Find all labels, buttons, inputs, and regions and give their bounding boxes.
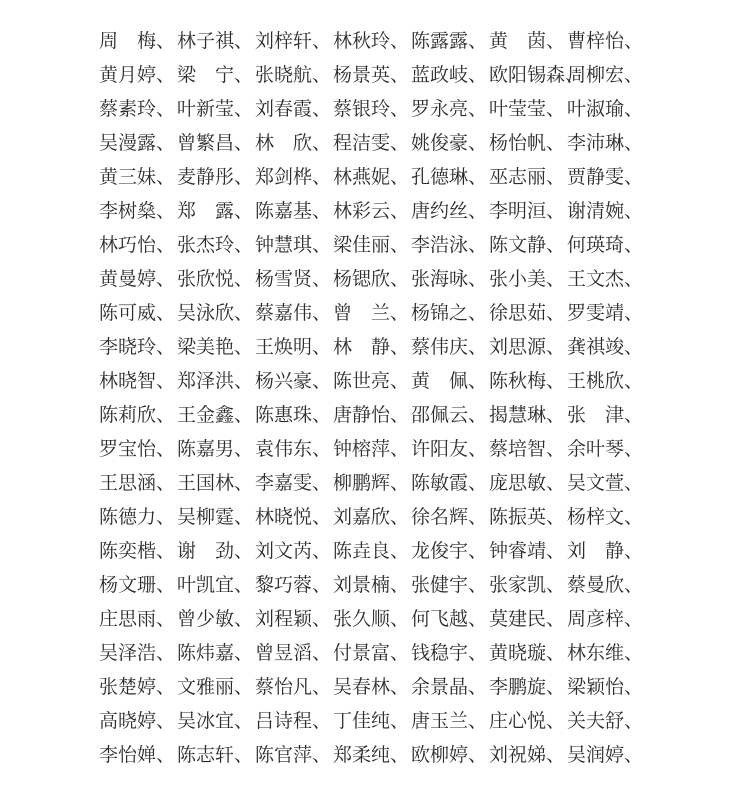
name-entry: 蔡嘉伟、 [255, 302, 332, 324]
name-entry: 陈世亮、 [333, 370, 410, 392]
name-entry: 柳鹏辉、 [333, 472, 410, 494]
name-entry: 付景富、 [333, 642, 410, 664]
name-row [99, 432, 699, 466]
name-row [99, 500, 699, 534]
name-entry: 罗宝怡、 [99, 438, 176, 460]
name-row [99, 534, 699, 568]
name-entry: 王桃欣、 [567, 370, 644, 392]
name-entry: 郑柔纯、 [333, 744, 410, 766]
name-entry: 陈垚良、 [333, 540, 410, 562]
name-entry: 李浩泳、 [411, 234, 488, 256]
name-entry: 李沛琳、 [567, 132, 644, 154]
name-entry: 徐名辉、 [411, 506, 488, 528]
name-row [99, 296, 699, 330]
name-entry: 王焕明、 [255, 336, 332, 358]
name-entry: 叶新莹、 [177, 98, 254, 120]
name-entry: 林晓智、 [99, 370, 176, 392]
name-entry: 关夫舒、 [567, 710, 644, 732]
name-entry: 林子祺、 [177, 30, 254, 52]
name-entry: 罗永亮、 [411, 98, 488, 120]
name-entry: 郑 露、 [177, 200, 254, 222]
name-entry: 林东维、 [567, 642, 644, 664]
name-entry: 陈奕楷、 [99, 540, 176, 562]
name-entry: 陈炜嘉、 [177, 642, 254, 664]
name-entry: 程洁雯、 [333, 132, 410, 154]
name-row [99, 194, 699, 228]
name-entry: 曾少敏、 [177, 608, 254, 630]
name-entry: 钟榕萍、 [333, 438, 410, 460]
name-entry: 张杰玲、 [177, 234, 254, 256]
name-entry: 陈文静、 [489, 234, 566, 256]
name-entry: 龙俊宇、 [411, 540, 488, 562]
name-entry: 杨雪贤、 [255, 268, 332, 290]
name-entry: 杨怡帆、 [489, 132, 566, 154]
name-entry: 黄晓璇、 [489, 642, 566, 664]
name-entry: 刘春霞、 [255, 98, 332, 120]
name-entry: 陈嘉男、 [177, 438, 254, 460]
name-entry: 邵佩云、 [411, 404, 488, 426]
name-entry: 唐约丝、 [411, 200, 488, 222]
name-entry: 梁颖怡、 [567, 676, 644, 698]
name-entry: 吴柳霆、 [177, 506, 254, 528]
name-entry: 周柳宏、 [567, 64, 644, 86]
name-row [99, 636, 699, 670]
name-entry: 吴泳欣、 [177, 302, 254, 324]
name-entry: 刘祝娣、 [489, 744, 566, 766]
name-entry: 周彦梓、 [567, 608, 644, 630]
name-entry: 吴润婷、 [567, 744, 644, 766]
name-entry: 杨兴豪、 [255, 370, 332, 392]
name-entry: 陈敏霞、 [411, 472, 488, 494]
name-entry: 龚祺竣、 [567, 336, 644, 358]
name-entry: 徐思茹、 [489, 302, 566, 324]
name-entry: 陈莉欣、 [99, 404, 176, 426]
name-entry: 巫志丽、 [489, 166, 566, 188]
name-entry: 莫建民、 [489, 608, 566, 630]
name-entry: 李晓玲、 [99, 336, 176, 358]
name-entry: 黄 佩、 [411, 370, 488, 392]
name-entry: 蔡素玲、 [99, 98, 176, 120]
name-entry: 林 静、 [333, 336, 410, 358]
name-entry: 张楚婷、 [99, 676, 176, 698]
name-entry: 张健宇、 [411, 574, 488, 596]
name-entry: 杨景英、 [333, 64, 410, 86]
name-entry: 麦静彤、 [177, 166, 254, 188]
name-row [99, 58, 699, 92]
name-entry: 刘文芮、 [255, 540, 332, 562]
name-entry: 刘梓轩、 [255, 30, 332, 52]
name-entry: 陈可威、 [99, 302, 176, 324]
name-row [99, 398, 699, 432]
name-entry: 曾繁昌、 [177, 132, 254, 154]
name-entry: 王国林、 [177, 472, 254, 494]
name-entry: 陈德力、 [99, 506, 176, 528]
name-entry: 林秋玲、 [333, 30, 410, 52]
name-entry: 贾静雯、 [567, 166, 644, 188]
name-entry: 李怡婵、 [99, 744, 176, 766]
name-entry: 张欣悦、 [177, 268, 254, 290]
name-entry: 黄三妹、 [99, 166, 176, 188]
name-entry: 吴文萱、 [567, 472, 644, 494]
name-entry: 张久顺、 [333, 608, 410, 630]
name-entry: 钟睿靖、 [489, 540, 566, 562]
name-entry: 陈官萍、 [255, 744, 332, 766]
name-entry: 陈振英、 [489, 506, 566, 528]
name-entry: 余叶琴、 [567, 438, 644, 460]
name-entry: 何瑛琦、 [567, 234, 644, 256]
name-entry: 蔡曼欣、 [567, 574, 644, 596]
name-entry: 郑剑桦、 [255, 166, 332, 188]
name-entry: 蓝政岐、 [411, 64, 488, 86]
name-entry: 杨文珊、 [99, 574, 176, 596]
name-entry: 欧柳婷、 [411, 744, 488, 766]
name-entry: 曹梓怡、 [567, 30, 644, 52]
name-entry: 庞思敏、 [489, 472, 566, 494]
name-entry: 林晓悦、 [255, 506, 332, 528]
name-row [99, 602, 699, 636]
name-entry: 吴漫露、 [99, 132, 176, 154]
name-entry: 姚俊豪、 [411, 132, 488, 154]
name-entry: 文雅丽、 [177, 676, 254, 698]
name-entry: 王文杰、 [567, 268, 644, 290]
name-entry: 梁 宁、 [177, 64, 254, 86]
name-entry: 王金鑫、 [177, 404, 254, 426]
name-entry: 黄月婷、 [99, 64, 176, 86]
name-entry: 钱稳宇、 [411, 642, 488, 664]
name-entry: 刘景楠、 [333, 574, 410, 596]
name-entry: 张家凯、 [489, 574, 566, 596]
name-entry: 何飞越、 [411, 608, 488, 630]
name-entry: 吴春林、 [333, 676, 410, 698]
name-entry: 张 津、 [567, 404, 644, 426]
name-row [99, 92, 699, 126]
name-entry: 林彩云、 [333, 200, 410, 222]
name-row [99, 24, 699, 58]
name-entry: 袁伟东、 [255, 438, 332, 460]
name-entry: 张海咏、 [411, 268, 488, 290]
name-entry: 李树燊、 [99, 200, 176, 222]
name-entry: 杨锶欣、 [333, 268, 410, 290]
name-entry: 蔡伟庆、 [411, 336, 488, 358]
name-row [99, 126, 699, 160]
name-row [99, 466, 699, 500]
name-entry: 吴泽浩、 [99, 642, 176, 664]
name-row [99, 364, 699, 398]
name-row [99, 704, 699, 738]
name-row [99, 568, 699, 602]
name-entry: 庄思雨、 [99, 608, 176, 630]
name-row [99, 262, 699, 296]
name-entry: 林燕妮、 [333, 166, 410, 188]
name-entry: 陈惠珠、 [255, 404, 332, 426]
name-entry: 陈露露、 [411, 30, 488, 52]
name-entry: 张小美、 [489, 268, 566, 290]
name-entry: 唐玉兰、 [411, 710, 488, 732]
name-entry: 揭慧琳、 [489, 404, 566, 426]
name-entry: 李明洹、 [489, 200, 566, 222]
name-list [99, 24, 699, 772]
name-entry: 叶凯宜、 [177, 574, 254, 596]
name-entry: 丁佳纯、 [333, 710, 410, 732]
name-entry: 陈嘉基、 [255, 200, 332, 222]
name-row [99, 738, 699, 772]
name-entry: 梁佳丽、 [333, 234, 410, 256]
name-entry: 梁美艳、 [177, 336, 254, 358]
name-row [99, 160, 699, 194]
name-entry: 刘程颖、 [255, 608, 332, 630]
name-entry: 李嘉雯、 [255, 472, 332, 494]
name-entry: 张晓航、 [255, 64, 332, 86]
name-entry: 吕诗程、 [255, 710, 332, 732]
name-entry: 黎巧蓉、 [255, 574, 332, 596]
name-entry: 唐静怡、 [333, 404, 410, 426]
name-entry: 吴冰宜、 [177, 710, 254, 732]
name-entry: 欧阳锡森、 [489, 64, 585, 86]
name-row [99, 330, 699, 364]
name-entry: 蔡银玲、 [333, 98, 410, 120]
name-entry: 杨梓文、 [567, 506, 644, 528]
name-row [99, 228, 699, 262]
name-entry: 林巧怡、 [99, 234, 176, 256]
name-row [99, 670, 699, 704]
name-entry: 蔡培智、 [489, 438, 566, 460]
name-entry: 叶淑瑜、 [567, 98, 644, 120]
name-entry: 杨锦之、 [411, 302, 488, 324]
name-entry: 蔡怡凡、 [255, 676, 332, 698]
name-entry: 余景晶、 [411, 676, 488, 698]
name-entry: 林 欣、 [255, 132, 332, 154]
name-entry: 叶莹莹、 [489, 98, 566, 120]
name-entry: 周 梅、 [99, 30, 176, 52]
name-entry: 曾 兰、 [333, 302, 410, 324]
name-entry: 孔德琳、 [411, 166, 488, 188]
name-entry: 曾昱滔、 [255, 642, 332, 664]
name-entry: 罗雯靖、 [567, 302, 644, 324]
name-entry: 高晓婷、 [99, 710, 176, 732]
name-entry: 谢清婉、 [567, 200, 644, 222]
name-entry: 刘嘉欣、 [333, 506, 410, 528]
name-entry: 谢 劲、 [177, 540, 254, 562]
name-entry: 王思涵、 [99, 472, 176, 494]
name-entry: 陈志轩、 [177, 744, 254, 766]
name-entry: 钟慧琪、 [255, 234, 332, 256]
name-entry: 庄心悦、 [489, 710, 566, 732]
name-entry: 陈秋梅、 [489, 370, 566, 392]
name-entry: 许阳友、 [411, 438, 488, 460]
name-entry: 郑泽洪、 [177, 370, 254, 392]
name-entry: 黄曼婷、 [99, 268, 176, 290]
name-entry: 李鹏旋、 [489, 676, 566, 698]
name-entry: 黄 茵、 [489, 30, 566, 52]
name-entry: 刘思源、 [489, 336, 566, 358]
name-entry: 刘 静、 [567, 540, 644, 562]
